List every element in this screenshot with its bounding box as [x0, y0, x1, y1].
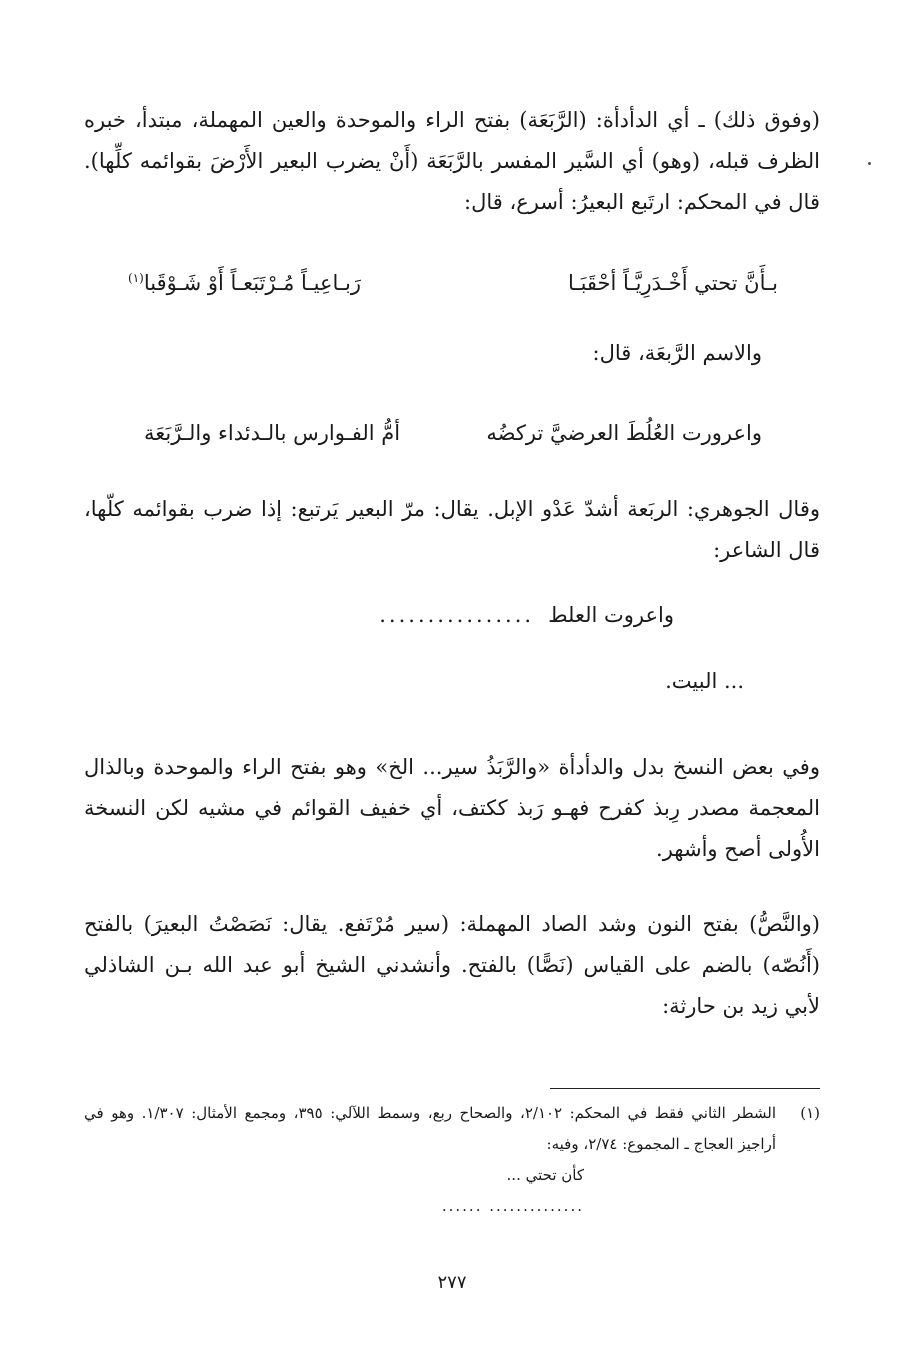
paragraph-6: (والنَّصُّ) بفتح النون وشد الصاد المهملة: (سير مُرْتَفع. يقال: نَصَصْتُ البعيرَ) بالفتح (أَنُصّه) بالضم على القياس (نَصًّا) بالفتح. وأنشدني الشيخ أبو عبد الله بـن الشاذلي لأبي زيد بن حارثة:: [84, 912, 820, 1018]
paragraph-1: (وفوق ذلك) ـ أي الدأدأة: (الرَّبَعَة) بفتح الراء والموحدة والعين المهملة، مبتدأ، خبره الظرف قبله، (وهو) أي السَّير المفسر بالرَّبَعَة (أَنْ يضرب البعير الأَرْضَ بقوائمه كلِّها). قال في المحكم: ارتَبع البعيرُ: أسرع، قال:: [84, 108, 820, 214]
main-text: [84, 100, 820, 1027]
verse-3-ellipsis: ................: [379, 603, 535, 627]
verse-3: [84, 595, 820, 635]
footnotes: [84, 1098, 820, 1222]
footnote-1-number: (١): [800, 1104, 820, 1122]
footnote-ref-1: (١): [128, 271, 144, 285]
verse-1-second-hemistich: رَبـاعِيـاً مُـرْتَبَعـاً أَوْ شَـوْقَبا$^{(١)}$: [128, 271, 362, 295]
page-number: ٢٧٧: [437, 1272, 467, 1293]
verse-2-first-hemistich: واعرورت العُلُطَ العرضيَّ تركضُه: [486, 421, 762, 445]
verse-3-first-hemistich: واعروت العلط: [548, 603, 674, 627]
footnote-1-verse-dots: .............. ......: [441, 1197, 584, 1215]
verse-1-first-hemistich: بـأَنَّ تحتي أَخْـدَرِيَّـاً أحْقَبَـا: [568, 271, 778, 295]
paragraph-4: ... البيت.: [665, 669, 744, 693]
paragraph-5: وفي بعض النسخ بدل والدأدأة «والرَّبَذُ سير... الخ» وهو بفتح الراء والموحدة وبالذال المعجمة مصدر رِبذ كفرح فهـو رَبذ ككتف، أي خفيف القوائم في مشيه لكن النسخة الأُولى أصح وأشهر.: [84, 755, 820, 861]
footnote-1-verse-text: كأن تحتي ...: [506, 1166, 584, 1184]
paragraph-3: وقال الجوهري: الربَعة أشدّ عَدْو الإبل. يقال: مرّ البعير يَرتبع: إذا ضرب بقوائمه كلّها، قال الشاعر:: [84, 497, 820, 562]
footnote-1: [84, 1098, 820, 1160]
footnote-1-verse: [84, 1160, 820, 1191]
footnote-separator: [550, 1088, 820, 1089]
footnote-1-text: الشطر الثاني فقط في المحكم: ٢/١٠٢، والصحاح ربع، وسمط اللآلي: ٣٩٥، ومجمع الأمثال: ١/٣٠٧. وهو في أراجيز العجاج ـ المجموع: ٢/٧٤، وفيه:: [84, 1104, 776, 1153]
verse-2: [84, 413, 820, 453]
verse-2-second-hemistich: أمُّ الفـوارس بالـدئداء والـرَّبَعَة: [144, 421, 401, 445]
footnote-1-dots-row: [84, 1191, 820, 1222]
paragraph-2: والاسم الرَّبعَة، قال:: [592, 341, 762, 365]
stray-ink-mark: [868, 162, 871, 165]
verse-1: [84, 263, 820, 303]
